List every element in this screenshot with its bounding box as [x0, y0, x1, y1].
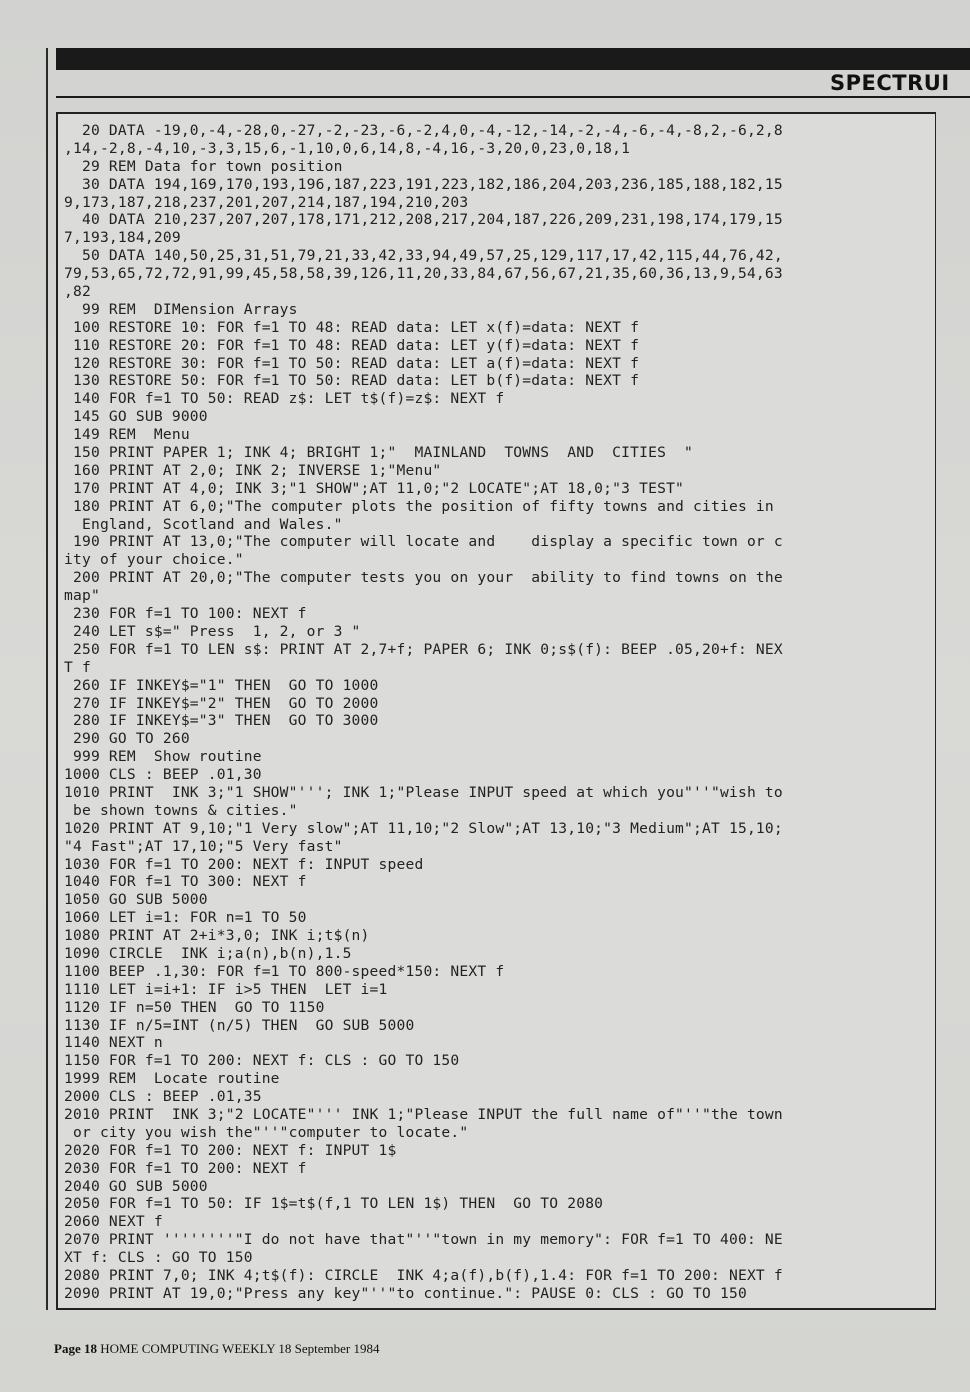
page-number: Page 18: [54, 1341, 97, 1356]
listing-line: 20 DATA -19,0,-4,-28,0,-27,-2,-23,-6,-2,4,0,-4,-12,-14,-2,-4,-6,-4,-8,2,-6,2,8: [64, 122, 783, 139]
listing-line: 1100 BEEP .1,30: FOR f=1 TO 800-speed*150: NEXT f: [64, 962, 505, 980]
listing-line: 260 IF INKEY$="1" THEN GO TO 1000: [64, 676, 379, 694]
listing-line: 160 PRINT AT 2,0; INK 2; INVERSE 1;"Menu": [64, 461, 442, 479]
listing-line: 2050 FOR f=1 TO 50: IF 1$=t$(f,1 TO LEN 1$) THEN GO TO 2080: [64, 1195, 604, 1213]
listing-line: 270 IF INKEY$="2" THEN GO TO 2000: [64, 694, 379, 712]
listing-line: 230 FOR f=1 TO 100: NEXT f: [64, 605, 307, 623]
listing-line: 9,173,187,218,237,201,207,214,187,194,210,203: [64, 193, 469, 211]
listing-line: 1040 FOR f=1 TO 300: NEXT f: [64, 873, 307, 891]
left-margin-rule: [46, 48, 48, 1310]
listing-line: 1030 FOR f=1 TO 200: NEXT f: INPUT speed: [64, 855, 424, 873]
listing-line: 150 PRINT PAPER 1; INK 4; BRIGHT 1;" MAINLAND TOWNS AND CITIES ": [64, 444, 694, 462]
listing-line: T f: [64, 658, 91, 676]
listing-line: ,82: [64, 283, 91, 301]
program-listing-box: [56, 112, 936, 1310]
listing-line: ,14,-2,8,-4,10,-3,3,15,6,-1,10,0,6,14,8,-4,16,-3,20,0,23,0,18,1: [64, 139, 631, 157]
listing-line: 149 REM Menu: [64, 426, 190, 444]
listing-line: 29 REM Data for town position: [64, 157, 343, 175]
page-footer: [54, 1341, 379, 1357]
listing-line: 2010 PRINT INK 3;"2 LOCATE"''' INK 1;"Please INPUT the full name of"''"the town: [64, 1105, 783, 1123]
listing-line: 79,53,65,72,72,91,99,45,58,58,39,126,11,20,33,84,67,56,67,21,35,60,36,13,9,54,63: [64, 265, 783, 283]
listing-line: 40 DATA 210,237,207,207,178,171,212,208,217,204,187,226,209,231,198,174,179,15: [64, 211, 783, 229]
listing-line: 1060 LET i=1: FOR n=1 TO 50: [64, 909, 307, 927]
listing-line: England, Scotland and Wales.": [64, 515, 343, 533]
listing-line: 130 RESTORE 50: FOR f=1 TO 50: READ data: LET b(f)=data: NEXT f: [64, 372, 640, 390]
listing-line: 190 PRINT AT 13,0;"The computer will locate and display a specific town or c: [64, 533, 783, 551]
listing-line: 2060 NEXT f: [64, 1213, 163, 1231]
listing-line: 180 PRINT AT 6,0;"The computer plots the position of fifty towns and cities in: [64, 497, 774, 515]
listing-line: ity of your choice.": [64, 551, 244, 569]
listing-line: XT f: CLS : GO TO 150: [64, 1249, 253, 1267]
header-bar: [56, 48, 970, 70]
listing-line: 1110 LET i=i+1: IF i>5 THEN LET i=1: [64, 980, 388, 998]
listing-line: be shown towns & cities.": [64, 801, 298, 819]
listing-line: 120 RESTORE 30: FOR f=1 TO 50: READ data: LET a(f)=data: NEXT f: [64, 354, 640, 372]
section-label: SPECTRUI: [830, 71, 950, 95]
listing-line: "4 Fast";AT 17,10;"5 Very fast": [64, 837, 343, 855]
listing-line: 280 IF INKEY$="3" THEN GO TO 3000: [64, 712, 379, 730]
header-rule: [56, 96, 970, 98]
listing-line: 999 REM Show routine: [64, 748, 262, 766]
listing-line: 1090 CIRCLE INK i;a(n),b(n),1.5: [64, 944, 352, 962]
listing-line: 2040 GO SUB 5000: [64, 1177, 208, 1195]
listing-line: or city you wish the"''"computer to locate.": [64, 1123, 469, 1141]
listing-line: 1000 CLS : BEEP .01,30: [64, 766, 262, 784]
listing-line: 2000 CLS : BEEP .01,35: [64, 1088, 262, 1106]
listing-line: 1130 IF n/5=INT (n/5) THEN GO SUB 5000: [64, 1016, 415, 1034]
listing-line: 200 PRINT AT 20,0;"The computer tests you on your ability to find towns on the: [64, 569, 783, 587]
listing-line: 170 PRINT AT 4,0; INK 3;"1 SHOW";AT 11,0;"2 LOCATE";AT 18,0;"3 TEST": [64, 479, 685, 497]
program-listing: [64, 122, 930, 1303]
listing-line: 1120 IF n=50 THEN GO TO 1150: [64, 998, 325, 1016]
listing-line: 1150 FOR f=1 TO 200: NEXT f: CLS : GO TO 150: [64, 1052, 460, 1070]
listing-line: 7,193,184,209: [64, 229, 181, 247]
listing-line: 1050 GO SUB 5000: [64, 891, 208, 909]
listing-line: 1010 PRINT INK 3;"1 SHOW"'''; INK 1;"Please INPUT speed at which you"''"wish to: [64, 783, 783, 801]
listing-line: 100 RESTORE 10: FOR f=1 TO 48: READ data: LET x(f)=data: NEXT f: [64, 318, 640, 336]
listing-line: 99 REM DIMension Arrays: [64, 300, 298, 318]
listing-line: 140 FOR f=1 TO 50: READ z$: LET t$(f)=z$: NEXT f: [64, 390, 505, 408]
listing-line: 110 RESTORE 20: FOR f=1 TO 48: READ data: LET y(f)=data: NEXT f: [64, 336, 640, 354]
listing-line: 2030 FOR f=1 TO 200: NEXT f: [64, 1159, 307, 1177]
listing-line: 290 GO TO 260: [64, 730, 190, 748]
listing-line: 2070 PRINT ''''''''"I do not have that"''"town in my memory": FOR f=1 TO 400: NE: [64, 1231, 783, 1249]
listing-line: 2090 PRINT AT 19,0;"Press any key"''"to continue.": PAUSE 0: CLS : GO TO 150: [64, 1284, 747, 1302]
publication-line: HOME COMPUTING WEEKLY 18 September 1984: [100, 1341, 380, 1356]
listing-line: 50 DATA 140,50,25,31,51,79,21,33,42,33,94,49,57,25,129,117,17,42,115,44,76,42,: [64, 247, 783, 265]
listing-line: 30 DATA 194,169,170,193,196,187,223,191,223,182,186,204,203,236,185,188,182,15: [64, 175, 783, 193]
listing-line: 1020 PRINT AT 9,10;"1 Very slow";AT 11,10;"2 Slow";AT 13,10;"3 Medium";AT 15,10;: [64, 819, 783, 837]
listing-line: 240 LET s$=" Press 1, 2, or 3 ": [64, 622, 361, 640]
listing-line: 2080 PRINT 7,0; INK 4;t$(f): CIRCLE INK 4;a(f),b(f),1.4: FOR f=1 TO 200: NEXT f: [64, 1267, 783, 1284]
listing-line: 1999 REM Locate routine: [64, 1070, 280, 1088]
listing-line: 1080 PRINT AT 2+i*3,0; INK i;t$(n): [64, 927, 370, 945]
listing-line: 250 FOR f=1 TO LEN s$: PRINT AT 2,7+f; PAPER 6; INK 0;s$(f): BEEP .05,20+f: NEX: [64, 640, 783, 658]
listing-line: map": [64, 587, 100, 605]
listing-line: 145 GO SUB 9000: [64, 408, 208, 426]
listing-line: 2020 FOR f=1 TO 200: NEXT f: INPUT 1$: [64, 1141, 397, 1159]
listing-line: 1140 NEXT n: [64, 1034, 163, 1052]
